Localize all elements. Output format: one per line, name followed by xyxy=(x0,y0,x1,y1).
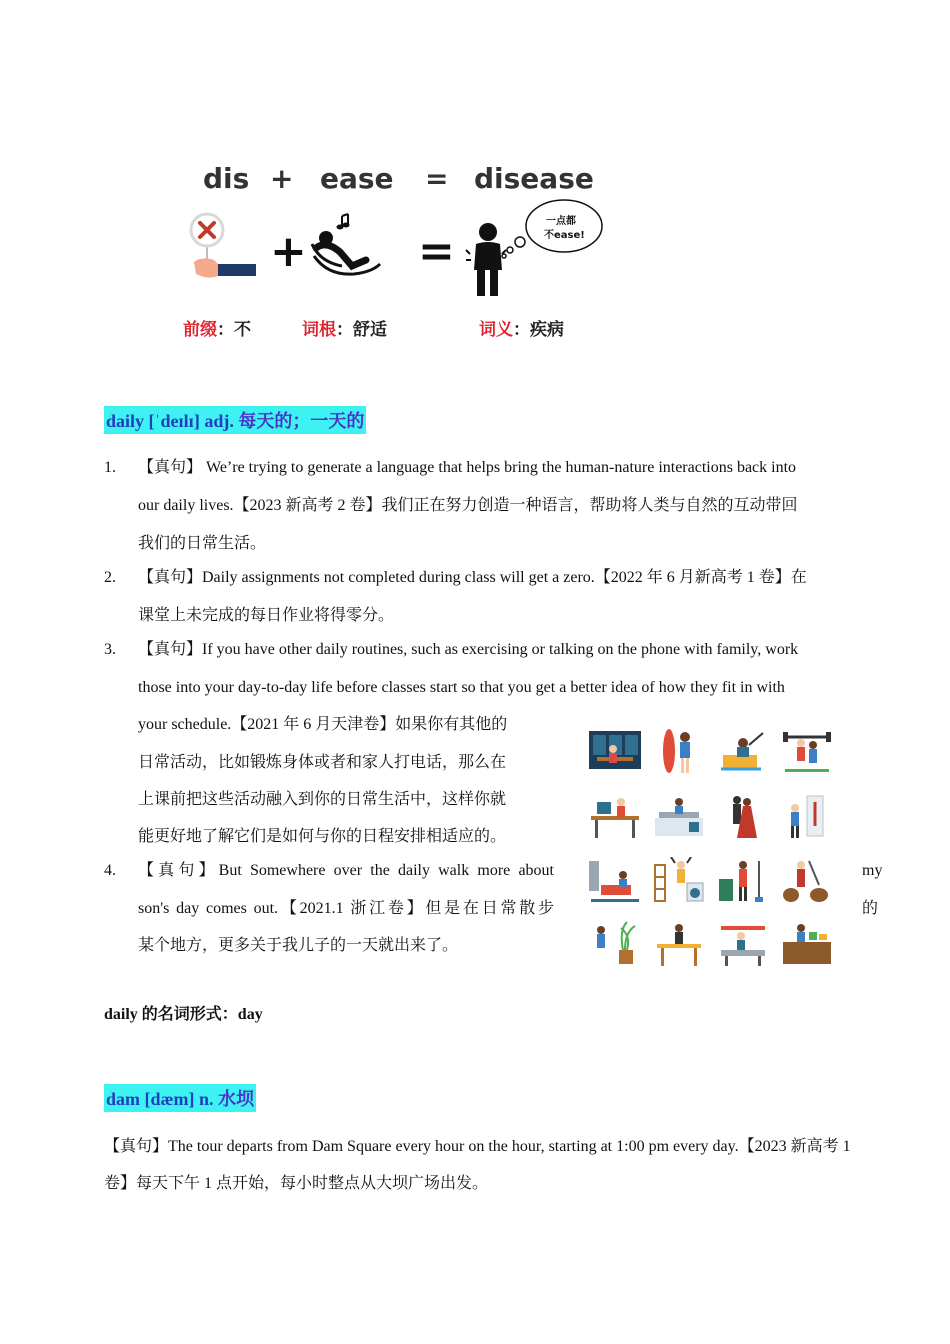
caption-root xyxy=(302,315,387,340)
relaxing-rocking-chair-icon xyxy=(310,212,384,286)
caption-root-meaning: ：舒适 xyxy=(336,320,387,340)
caption-prefix xyxy=(183,315,251,340)
caption-root-label: 词根 xyxy=(302,320,336,340)
example-line: our daily lives.【2023 新高考 2 卷】我们正在努力创造一种语言，帮助将人类与自然的互动带回 xyxy=(138,497,798,514)
example-line: 我们的日常生活。 xyxy=(138,535,267,552)
caption-prefix-label: 前缀 xyxy=(183,320,217,340)
example-line: 【真句】 We’re trying to generate a language that helps bring the human-nature interactions back into xyxy=(138,459,797,476)
equation-result-disease: disease xyxy=(474,162,594,195)
noun-form-note: daily 的名词形式：day xyxy=(104,1006,263,1023)
item-number: 2. xyxy=(104,569,116,586)
caption-meaning xyxy=(479,315,564,340)
kitchen-cooking-icon xyxy=(651,792,707,842)
shopping-counter-icon xyxy=(715,920,771,970)
example-line: 【真句】The tour departs from Dam Square every hour on the hour, starting at 1:00 pm every day.【2023 新高考 1 xyxy=(104,1138,851,1155)
headword-daily xyxy=(104,406,366,434)
example-line: 【真句】But Somewhere over the daily walk more about xyxy=(138,862,554,879)
equation-plus: + xyxy=(270,162,294,195)
caption-prefix-meaning: ：不 xyxy=(217,320,251,340)
example-line: 卷】每天下午 1 点开始，每小时整点从大坝广场出发。 xyxy=(104,1175,489,1192)
headword-dam-phonetic: dam [dæm] n. xyxy=(106,1089,214,1109)
daily-routine-illustration xyxy=(585,722,835,972)
headword-daily-meaning: 每天的；一天的 xyxy=(238,411,365,432)
headword-daily-phonetic: daily [ˈdeɪlɪ] adj. xyxy=(106,411,234,431)
example-line-tail: 的 xyxy=(862,900,879,917)
bubble-text-line1: 一点都 xyxy=(546,216,576,227)
equation-part-ease: ease xyxy=(320,162,394,195)
gardening-icon xyxy=(779,857,835,907)
caption-meaning-value: ：疾病 xyxy=(513,320,564,340)
item-number: 4. xyxy=(104,862,116,879)
example-line: 【真句】If you have other daily routines, such as exercising or talking on the phone with family, work xyxy=(138,641,799,658)
caption-meaning-label: 词义 xyxy=(479,320,513,340)
home-repair-icon xyxy=(779,792,835,842)
locker-room-icon xyxy=(587,727,643,777)
example-line: 能更好地了解它们是如何与你的日程安排相适应的。 xyxy=(138,828,507,845)
equation-equals: = xyxy=(425,162,449,195)
example-line: son's day comes out.【2021.1 浙江卷】但是在日常散步 xyxy=(138,900,554,917)
watering-plants-icon xyxy=(587,920,643,970)
example-line-tail: my xyxy=(862,862,883,879)
example-line: 课堂上未完成的每日作业将得零分。 xyxy=(138,607,395,624)
item-number: 3. xyxy=(104,641,116,658)
living-room-icon xyxy=(587,857,643,907)
surfer-icon xyxy=(651,727,707,777)
example-line: your schedule.【2021 年 6 月天津卷】如果你有其他的 xyxy=(138,716,508,733)
headword-dam-meaning: 水坝 xyxy=(218,1089,255,1110)
cleaning-trash-icon xyxy=(715,857,771,907)
diagram-plus-sign: + xyxy=(270,226,307,277)
example-line: 【真句】Daily assignments not completed during class will get a zero.【2022 年 6 月新高考 1 卷】在 xyxy=(138,569,807,586)
example-line: those into your day-to-day life before classes start so that you get a better idea of how they fit in with xyxy=(138,679,785,696)
item-number: 1. xyxy=(104,459,116,476)
beach-selfie-icon xyxy=(715,727,771,777)
equation-part-dis: dis xyxy=(203,162,250,195)
example-line: 某个地方，更多关于我儿子的一天就出来了。 xyxy=(138,937,459,954)
no-hand-icon xyxy=(188,210,260,286)
bubble-text-line2: 不ease! xyxy=(544,230,585,241)
headword-dam xyxy=(104,1084,256,1112)
laundry-icon xyxy=(651,857,707,907)
office-desk-icon xyxy=(587,792,643,842)
market-stall-icon xyxy=(779,920,835,970)
example-line: 上课前把这些活动融入到你的日常生活中，这样你就 xyxy=(138,791,507,808)
diagram-equals-sign: = xyxy=(418,226,455,277)
example-line: 日常活动，比如锻炼身体或者和家人打电话，那么在 xyxy=(138,754,507,771)
weightlifting-icon xyxy=(779,727,835,777)
dining-table-icon xyxy=(651,920,707,970)
couple-dancing-icon xyxy=(715,792,771,842)
